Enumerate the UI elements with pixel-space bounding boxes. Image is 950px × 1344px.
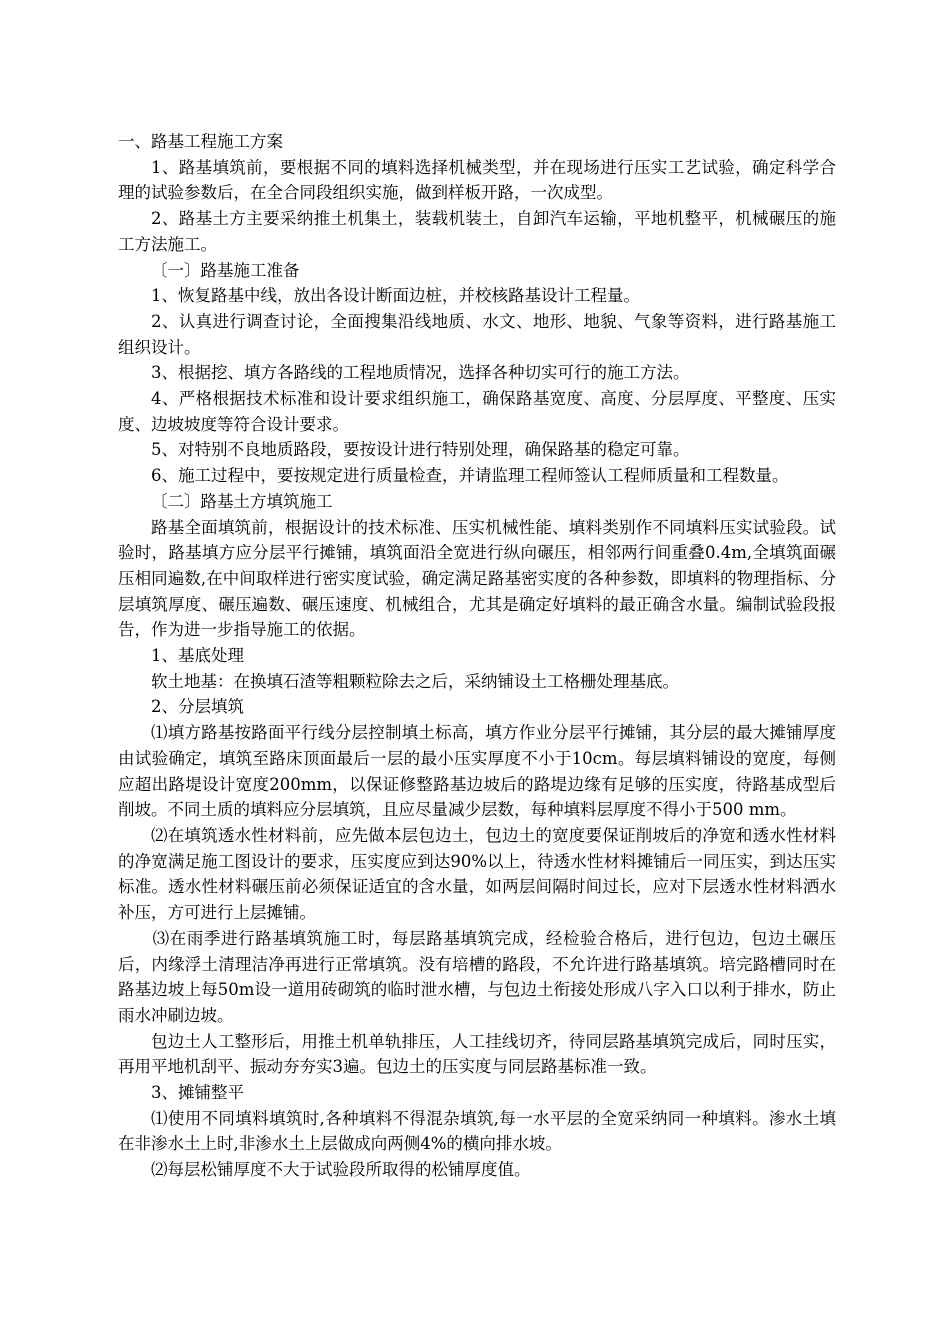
paragraph: ⑵在填筑透水性材料前，应先做本层包边土，包边土的宽度要保证削坡后的净宽和透水性材料的净宽满足施工图设计的要求，压实度应到达90%以上，待透水性材料摊铺后一同压实，到达压实标准。透水性材料碾压前必须保证适宜的含水量，如两层间隔时间过长，应对下层透水性材料洒水补压，方可进行上层摊铺。 bbox=[118, 825, 836, 923]
document-title: 一、路基工程施工方案 bbox=[118, 132, 283, 151]
paragraph: 2、认真进行调查讨论，全面搜集沿线地质、水文、地形、地貌、气象等资料，进行路基施工组织设计。 bbox=[118, 311, 836, 357]
paragraph: ⑶在雨季进行路基填筑施工时，每层路基填筑完成，经检验合格后，进行包边，包边土碾压后，内缘浮土清理洁净再进行正常填筑。没有培槽的路段，不允许进行路基填筑。培完路槽同时在路基边坡上每50m设一道用砖砌筑的临时泄水槽，与包边土衔接处形成八字入口以利于排水，防止雨水冲刷边坡。 bbox=[118, 928, 836, 1025]
paragraph: 6、施工过程中，要按规定进行质量检查，并请监理工程师签认工程师质量和工程数量。 bbox=[151, 466, 789, 486]
paragraph: 软土地基：在换填石渣等粗颗粒除去之后，采纳铺设土工格栅处理基底。 bbox=[151, 671, 679, 691]
paragraph: 4、严格根据技术标准和设计要求组织施工，确保路基宽度、高度、分层厚度、平整度、压实度、边坡坡度等符合设计要求。 bbox=[118, 389, 836, 434]
paragraph: 〔二〕路基土方填筑施工 bbox=[151, 491, 333, 511]
paragraph: ⑵每层松铺厚度不大于试验段所取得的松铺厚度值。 bbox=[151, 1160, 531, 1180]
paragraph-list bbox=[118, 155, 836, 1183]
paragraph: 3、根据挖、填方各路线的工程地质情况，选择各种切实可行的施工方法。 bbox=[151, 363, 690, 383]
paragraph: 1、基底处理 bbox=[151, 646, 244, 666]
paragraph: ⑴使用不同填料填筑时,各种填料不得混杂填筑,每一水平层的全宽采纳同一种填料。渗水土填在非渗水土上时,非渗水土上层做成向两侧4%的横向排水坡。 bbox=[118, 1108, 836, 1154]
paragraph: 包边土人工整形后，用推土机单轨排压，人工挂线切齐，待同层路基填筑完成后，同时压实，再用平地机刮平、振动夯夯实3遍。包边土的压实度与同层路基标准一致。 bbox=[118, 1031, 836, 1077]
paragraph: 3、摊铺整平 bbox=[151, 1083, 244, 1103]
paragraph: ⑴填方路基按路面平行线分层控制填土标高，填方作业分层平行摊铺，其分层的最大摊铺厚度由试验确定，填筑至路床顶面最后一层的最小压实厚度不小于10cm。每层填料铺设的宽度，每侧应超出路堤设计宽度200mm，以保证修整路基边坡后的路堤边缘有足够的压实度，待路基成型后削坡。不同土质的填料应分层填筑，且应尽量减少层数，每种填料层厚度不得小于500 mm。 bbox=[118, 723, 836, 820]
document-page bbox=[118, 129, 836, 1183]
paragraph: 2、路基土方主要采纳推土机集土，装载机装土，自卸汽车运输，平地机整平，机械碾压的施工方法施工。 bbox=[118, 209, 836, 254]
paragraph: 路基全面填筑前，根据设计的技术标准、压实机械性能、填料类别作不同填料压实试验段。试验时，路基填方应分层平行摊铺，填筑面沿全宽进行纵向碾压，相邻两行间重叠0.4m,全填筑面碾压相同遍数,在中间取样进行密实度试验，确定满足路基密实度的各种参数，即填料的物理指标、分层填筑厚度、碾压遍数、碾压速度、机械组合，尤其是确定好填料的最正确含水量。编制试验段报告，作为进一步指导施工的依据。 bbox=[118, 517, 836, 640]
paragraph: 5、对特别不良地质路段，要按设计进行特别处理，确保路基的稳定可靠。 bbox=[151, 440, 690, 460]
paragraph: 〔一〕路基施工准备 bbox=[151, 260, 300, 280]
paragraph: 1、路基填筑前，要根据不同的填料选择机械类型，并在现场进行压实工艺试验，确定科学合理的试验参数后，在全合同段组织实施，做到样板开路，一次成型。 bbox=[118, 157, 836, 203]
paragraph: 1、恢复路基中线，放出各设计断面边桩，并校核路基设计工程量。 bbox=[151, 286, 640, 306]
paragraph: 2、分层填筑 bbox=[151, 697, 244, 717]
